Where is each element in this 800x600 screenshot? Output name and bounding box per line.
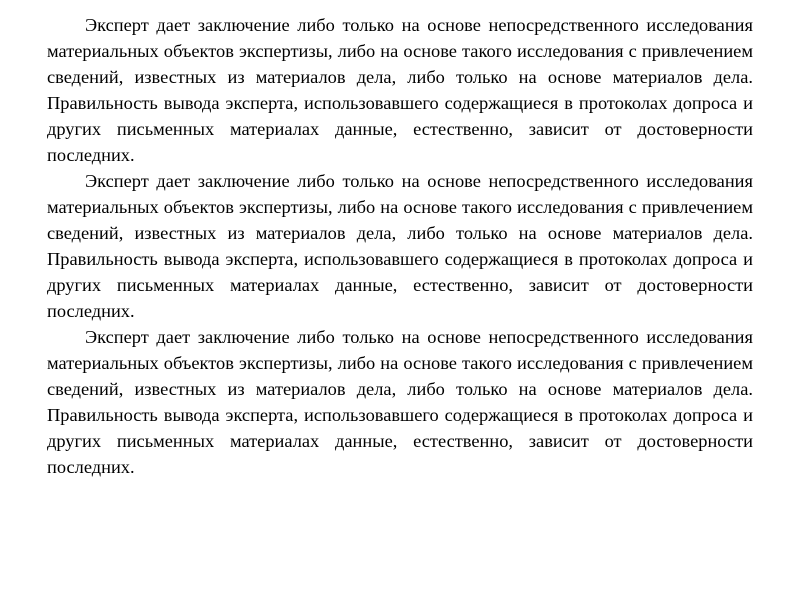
paragraph-3: Эксперт дает заключение либо только на основе непосредственного исследования материальных объектов экспертизы, либо на основе такого исследования с привлечением сведений, известных из материалов дела, либо только на основе материалов дела. Правильность вывода эксперта, использовавшего содержащиеся в протоколах допроса и других письменных материалах данные, естественно, зависит от достоверности последних. (47, 327, 753, 477)
paragraph-2: Эксперт дает заключение либо только на основе непосредственного исследования материальных объектов экспертизы, либо на основе такого исследования с привлечением сведений, известных из материалов дела, либо только на основе материалов дела. Правильность вывода эксперта, использовавшего содержащиеся в протоколах допроса и других письменных материалах данные, естественно, зависит от достоверности последних. (47, 171, 753, 321)
paragraph-1: Эксперт дает заключение либо только на основе непосредственного исследования материальных объектов экспертизы, либо на основе такого исследования с привлечением сведений, известных из материалов дела, либо только на основе материалов дела. Правильность вывода эксперта, использовавшего содержащиеся в протоколах допроса и других письменных материалах данные, естественно, зависит от достоверности последних. (47, 15, 753, 165)
